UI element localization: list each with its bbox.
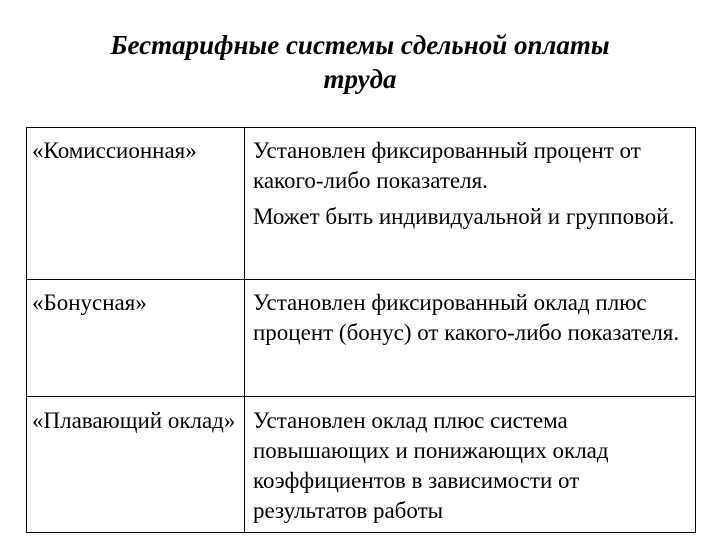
system-name: «Комиссионная» [32, 138, 197, 163]
system-description-note: Может быть индивидуальной и групповой. [253, 204, 675, 229]
slide-title-line-2: труда [323, 64, 397, 94]
slide-title [40, 28, 680, 96]
system-description: Установлен оклад плюс система повышающих и понижающих оклад коэффициентов в зависимости от результатов работы [253, 408, 609, 523]
system-description-cell [245, 128, 696, 280]
system-description-cell [245, 280, 696, 397]
system-description-cell [245, 397, 696, 533]
system-name: «Плавающий оклад» [32, 408, 236, 433]
table-row [27, 397, 696, 533]
slide-title-line-1: Бестарифные системы сдельной оплаты [110, 30, 610, 60]
system-name-cell [27, 397, 245, 533]
table-row [27, 280, 696, 397]
table-row [27, 128, 696, 280]
system-description: Установлен фиксированный оклад плюс процент (бонус) от какого-либо показателя. [253, 290, 680, 345]
system-name: «Бонусная» [32, 290, 147, 315]
system-description: Установлен фиксированный процент от какого-либо показателя. [253, 138, 641, 193]
payment-systems-table [26, 127, 696, 533]
system-name-cell [27, 280, 245, 397]
system-name-cell [27, 128, 245, 280]
